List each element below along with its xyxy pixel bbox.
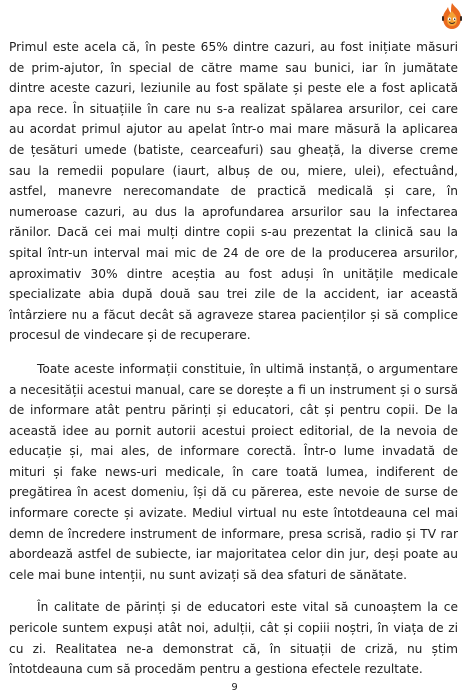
- flame-mascot-icon: [439, 2, 465, 30]
- body-text: [9, 37, 458, 680]
- paragraph-2: Toate aceste informații constituie, în ultimă instanță, o argumentare a necesității acestui manual, care se dorește a fi un instrument și o sursă de informare atât pentru părinți și educatori, cât și pentru copii. De la această idee au pornit autorii acestui proiect editorial, de la nevoia de educație și, mai ales, de informare corectă. Într-o lume invadată de mituri și fake news-uri medicale, în care toată lumea, indiferent de pregătirea în acest domeniu, își dă cu părerea, este nevoie de surse de informare corecte și avizate. Mediul virtual nu este întotdeauna cel mai demn de încredere instrument de informare, presa scrisă, radio și TV rar abordează astfel de subiecte, iar majoritatea celor din jur, deși poate au cele mai bune intenții, nu sunt avizați să dea sfaturi de sănătate.: [9, 361, 458, 582]
- paragraph-3: În calitate de părinți și de educatori este vital să cunoaștem la ce pericole suntem expuși atât noi, adulții, cât și copiii noștri, în viața de zi cu zi. Realitatea ne-a demonstrat că, în situații de criză, nu știm întotdeauna cum să procedăm pentru a gestiona efectele rezultate.: [9, 600, 458, 677]
- page-number: 9: [231, 682, 238, 693]
- paragraph-1: Primul este acela că, în peste 65% dintre cazuri, au fost inițiate măsuri de prim-ajutor, în special de către mame sau bunici, iar în jumătate dintre aceste cazuri, leziunile au fost spălate și peste ele a fost aplicată apa rece. În situațiile în care nu s-a realizat spălarea arsurilor, cei care au acordat primul ajutor au apelat într-o mai mare măsură la aplicarea de țesături umede (batiste, cearceafuri) sau gheață, la diverse creme sau la remedii populare (iaurt, albuș de ou, miere, ulei), efectuând, astfel, manevre nerecomandate de practică medicală și care, în numeroase cazuri, au dus la aprofundarea arsurilor sau la infectarea rănilor. Dacă cei mai mulți dintre copii s-au prezentat la clinică sau la spital într-un interval mai mic de 24 de ore de la producerea arsurilor, aproximativ 30% dintre aceștia au fost aduși în unitățile medicale specializate abia după două sau trei zile de la accident, iar această întârziere nu a făcut decât să agraveze starea pacienților și să complice procesul de vindecare și de recuperare.: [9, 40, 458, 343]
